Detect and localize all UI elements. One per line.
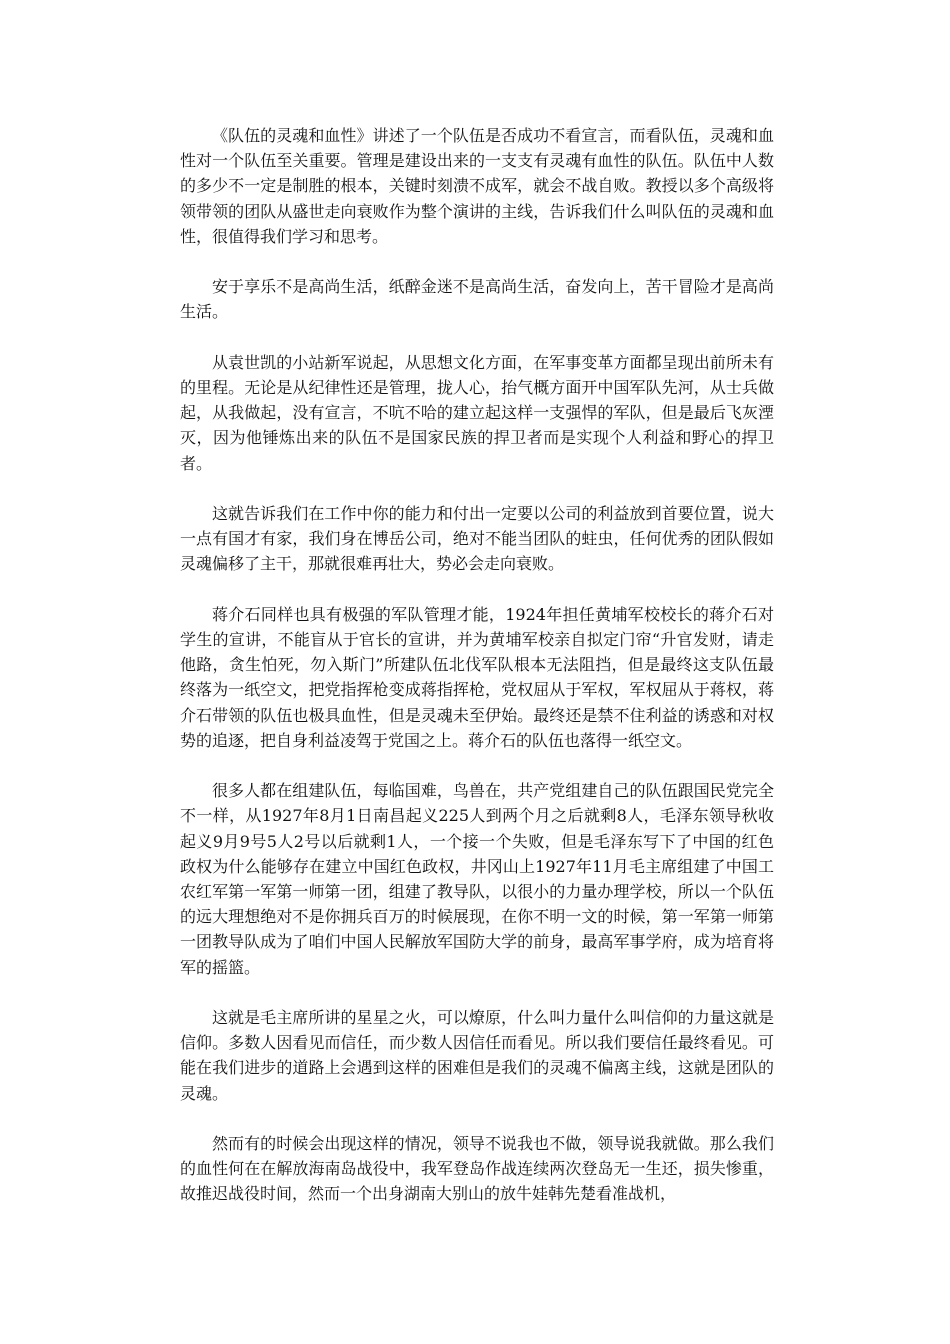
paragraph: 这就是毛主席所讲的星星之火，可以燎原，什么叫力量什么叫信仰的力量这就是信仰。多数人因看见而信任，而少数人因信任而看见。所以我们要信任最终看见。可能在我们进步的道路上会遇到这样的困难但是我们的灵魂不偏离主线，这就是团队的灵魂。 bbox=[180, 1008, 774, 1103]
paragraph: 从袁世凯的小站新军说起，从思想文化方面，在军事变革方面都呈现出前所未有的里程。无论是从纪律性还是管理，拢人心，抬气概方面开中国军队先河，从士兵做起，从我做起，没有宣言，不吭不哈的建立起这样一支强悍的军队，但是最后飞灰湮灭，因为他锤炼出来的队伍不是国家民族的捍卫者而是实现个人利益和野心的捍卫者。 bbox=[180, 352, 774, 473]
paragraph: 很多人都在组建队伍，每临国难，鸟兽在，共产党组建自己的队伍跟国民党完全不一样，从1927年8月1日南昌起义225人到两个月之后就剩8人，毛泽东领导秋收起义9月9号5人2号以后就剩1人，一个接一个失败，但是毛泽东写下了中国的红色政权为什么能够存在建立中国红色政权，井冈山上1927年11月毛主席组建了中国工农红军第一军第一师第一团，组建了教导队，以很小的力量办理学校，所以一个队伍的远大理想绝对不是你拥兵百万的时候展现，在你不明一文的时候，第一军第一师第一团教导队成为了咱们中国人民解放军国防大学的前身，最高军事学府，成为培育将军的摇篮。 bbox=[180, 781, 774, 977]
document-body bbox=[180, 123, 774, 1232]
paragraph: 《队伍的灵魂和血性》讲述了一个队伍是否成功不看宣言，而看队伍，灵魂和血性对一个队伍至关重要。管理是建设出来的一支支有灵魂有血性的队伍。队伍中人数的多少不一定是制胜的根本，关键时刻溃不成军，就会不战自败。教授以多个高级将领带领的团队从盛世走向衰败作为整个演讲的主线，告诉我们什么叫队伍的灵魂和血性，很值得我们学习和思考。 bbox=[180, 126, 774, 246]
paragraph: 然而有的时候会出现这样的情况，领导不说我也不做，领导说我就做。那么我们的血性何在在解放海南岛战役中，我军登岛作战连续两次登岛无一生还，损失惨重，故推迟战役时间，然而一个出身湖南大别山的放牛娃韩先楚看准战机， bbox=[180, 1134, 774, 1204]
paragraph: 蒋介石同样也具有极强的军队管理才能，1924年担任黄埔军校校长的蒋介石对学生的宣讲，不能盲从于官长的宣讲，并为黄埔军校亲自拟定门帘“升官发财，请走他路，贪生怕死，勿入斯门”所建队伍北伐军队根本无法阻挡，但是最终这支队伍最终落为一纸空文，把党指挥枪变成蒋指挥枪，党权屈从于军权，军权屈从于蒋权，蒋介石带领的队伍也极具血性，但是灵魂未至伊始。最终还是禁不住利益的诱惑和对权势的追逐，把自身利益凌驾于党国之上。蒋介石的队伍也落得一纸空文。 bbox=[180, 604, 774, 750]
paragraph: 安于享乐不是高尚生活，纸醉金迷不是高尚生活，奋发向上，苦干冒险才是高尚生活。 bbox=[180, 277, 774, 322]
paragraph: 这就告诉我们在工作中你的能力和付出一定要以公司的利益放到首要位置，说大一点有国才有家，我们身在博岳公司，绝对不能当团队的蛀虫，任何优秀的团队假如灵魂偏移了主干，那就很难再壮大，势必会走向衰败。 bbox=[180, 504, 774, 574]
